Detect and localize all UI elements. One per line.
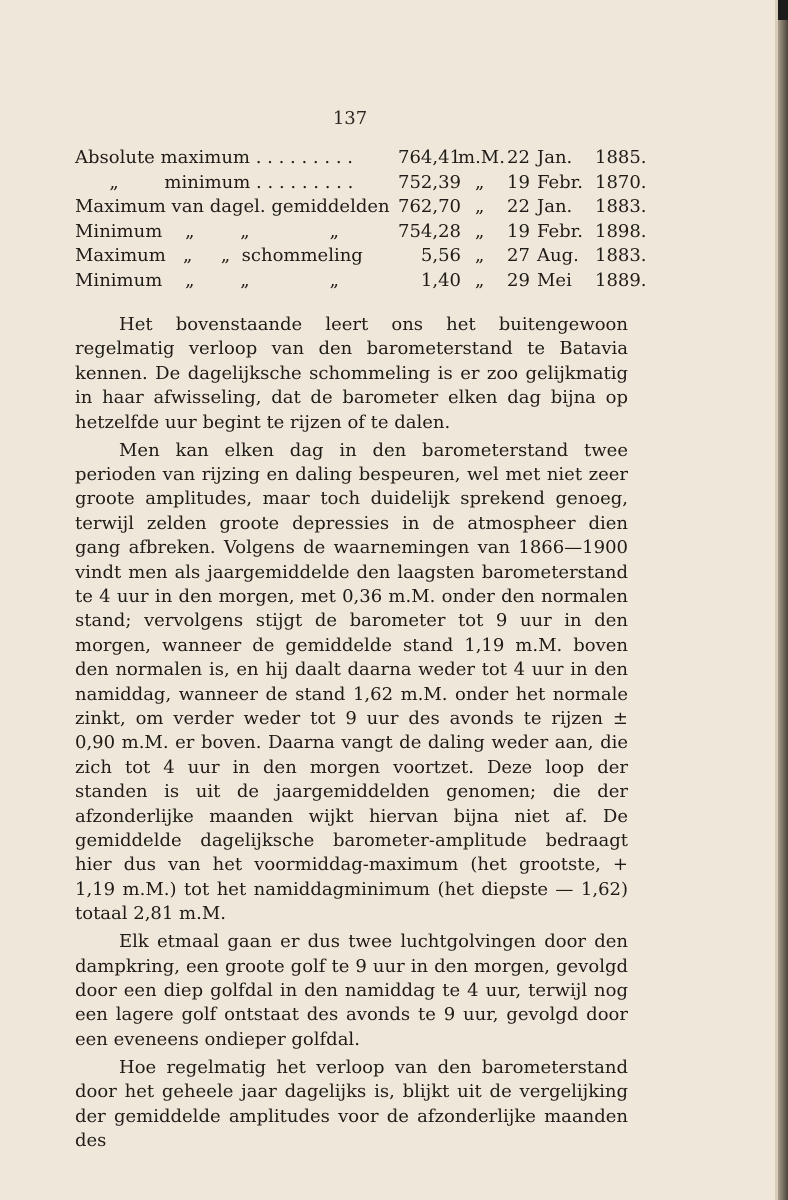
row-label: Absolute maximum . . . . . . . . . [75, 147, 353, 168]
page-edge [778, 20, 788, 1200]
row-unit: „ [475, 171, 485, 193]
row-value: 754,28 [398, 220, 461, 242]
row-year: 1889. [595, 269, 647, 291]
row-unit: „ [475, 196, 485, 218]
row-month: Jan. [537, 147, 573, 168]
row-day: 27 [507, 245, 530, 267]
row-unit: „ [475, 245, 485, 267]
page-number: 137 [332, 108, 368, 129]
row-month: Febr. [537, 220, 584, 242]
paragraph: Hoe regelmatig het verloop van den barometerstand door het geheele jaar dagelijks is, blijkt uit de vergelijking der gemiddelde amplitudes voor de afzonderlijke maanden des [75, 1056, 628, 1151]
row-unit: m.M. [458, 147, 505, 168]
row-label: Minimum „ „ „ [75, 269, 340, 291]
row-year: 1883. [595, 245, 647, 267]
row-day: 19 [507, 171, 530, 193]
paragraph: Het bovenstaande leert ons het buitengewoon regelmatig verloop van den barometerstand te Batavia kennen. De dagelijksche schommeling is er zoo gelijkmatig in haar afwisseling, dat de barometer elken dag bijna op hetzelfde uur begint te rijzen of te dalen. [75, 314, 628, 433]
row-day: 22 [507, 196, 530, 218]
body-text [75, 313, 628, 1157]
row-value: 1,40 [420, 269, 461, 291]
row-unit: „ [475, 269, 485, 291]
row-value: 752,39 [398, 171, 461, 193]
row-label: Minimum „ „ „ [75, 220, 340, 242]
row-label: Maximum „ „ schommeling [75, 245, 363, 267]
row-month: Mei [537, 269, 572, 291]
row-value: 5,56 [420, 245, 461, 267]
row-year: 1870. [595, 171, 647, 193]
row-day: 29 [507, 269, 530, 291]
row-year: 1898. [595, 220, 647, 242]
row-month: Aug. [537, 245, 579, 267]
paragraph: Men kan elken dag in den barometerstand twee perioden van rijzing en daling bespeuren, wel met niet zeer groote amplitudes, maar toch duidelijk sprekend genoeg, terwijl zelden groote depressies in de atmospheer dien gang afbreken. Volgens de waarnemingen van 1866—1900 vindt men als jaargemiddelde den laagsten barometerstand te 4 uur in den morgen, met 0,36 m.M. onder den normalen stand; vervolgens stijgt de barometer tot 9 uur in den morgen, wanneer de gemiddelde stand 1,19 m.M. boven den normalen is, en hij daalt daarna weder tot 4 uur in den namiddag, wanneer de stand 1,62 m.M. onder het normale zinkt, om verder weder tot 9 uur des avonds te rijzen ± 0,90 m.M. er boven. Daarna vangt de daling weder aan, die zich tot 4 uur in den morgen voortzet. Deze loop der standen is uit de jaargemiddelden genomen; die der afzonderlijke maanden wijkt hiervan bijna niet af. De gemiddelde dagelijksche barometer-amplitude bedraagt hier dus van het voormiddag-maximum (het grootste, + 1,19 m.M.) tot het namiddagminimum (het diepste — 1,62) totaal 2,81 m.M. [75, 439, 628, 925]
row-year: 1885. [595, 147, 647, 168]
row-value: 764,41 [398, 147, 461, 168]
row-day: 22 [507, 147, 530, 168]
paragraph: Elk etmaal gaan er dus twee luchtgolvingen door den dampkring, een groote golf te 9 uur in den morgen, gevolgd door een diep golfdal in den namiddag te 4 uur, terwijl nog een lagere golf ontstaat des avonds te 9 uur, gevolgd door een eveneens ondieper golfdal. [75, 931, 628, 1050]
row-month: Febr. [537, 171, 584, 193]
row-value: 762,70 [398, 196, 461, 218]
row-day: 19 [507, 220, 530, 242]
row-year: 1883. [595, 196, 647, 218]
row-month: Jan. [537, 196, 573, 218]
row-unit: „ [475, 220, 485, 242]
row-label: Maximum van dagel. gemiddelden [75, 196, 390, 218]
row-label: „ minimum . . . . . . . . . [75, 171, 354, 193]
